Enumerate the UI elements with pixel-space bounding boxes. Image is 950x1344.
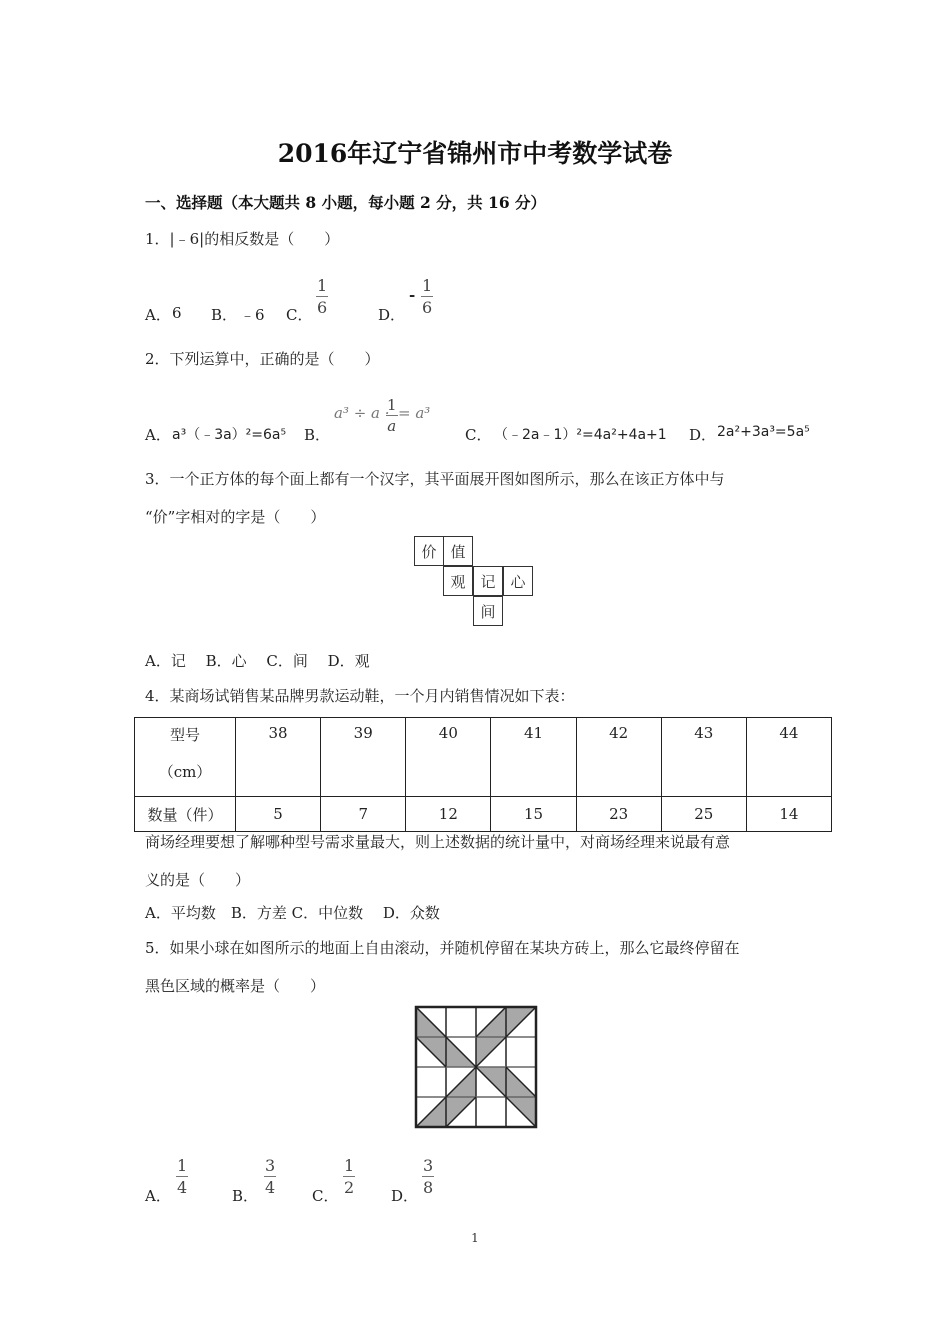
q2-option-c: （﹣2a﹣1）²=4a²+4a+1: [494, 427, 667, 443]
table-cell: 7: [321, 797, 406, 832]
table-header-quantity: 数量（件）: [135, 797, 236, 832]
table-cell: 38: [236, 718, 321, 797]
q2-option-b-left: a³ ÷ a ·: [334, 404, 390, 422]
numerator: 3: [423, 1156, 434, 1175]
q2-option-b-label: B．: [304, 426, 331, 444]
q1-option-c-label: C．: [286, 306, 313, 324]
denominator: 4: [265, 1178, 276, 1197]
table-cell: 39: [321, 718, 406, 797]
header-size-label: 型号: [169, 726, 200, 744]
q1-option-b-label: B．: [211, 306, 238, 324]
table-cell: 42: [576, 718, 661, 797]
net-cell-xin: 心: [503, 566, 533, 596]
table-header-size: [135, 718, 236, 797]
q2-option-b-fraction: [386, 398, 398, 434]
grid-lines: [416, 1007, 536, 1127]
q5-option-c-label: C．: [312, 1187, 339, 1205]
numerator: 1: [177, 1156, 188, 1175]
question-2-stem: 2．下列运算中，正确的是（ ）: [145, 350, 380, 368]
tile-grid-figure: [413, 1004, 539, 1130]
question-1-stem: 1．|﹣6|的相反数是（ ）: [145, 230, 340, 248]
header-size-unit: （cm）: [158, 763, 212, 781]
table-cell: 14: [746, 797, 831, 832]
q2-option-b-right: = a³: [398, 404, 431, 422]
q1-option-d-label: D．: [378, 306, 406, 324]
table-row-sizes: [135, 718, 832, 797]
question-4-followup-line1: 商场经理要想了解哪种型号需求量最大，则上述数据的统计量中，对商场经理来说最有意: [145, 833, 731, 851]
question-3-stem-line1: 3．一个正方体的每个面上都有一个汉字，其平面展开图如图所示，那么在该正方体中与: [145, 470, 725, 488]
q2-option-a-label: A．: [145, 426, 171, 444]
table-cell: 43: [661, 718, 746, 797]
numerator: 3: [265, 1156, 276, 1175]
numerator: 1: [317, 276, 328, 295]
q3-options: A．记 B．心 C．间 D．观: [145, 652, 370, 670]
denominator: 6: [422, 298, 433, 317]
question-4-stem: 4．某商场试销售某品牌男款运动鞋，一个月内销售情况如下表：: [145, 687, 575, 705]
numerator: 1: [387, 396, 397, 414]
q1-option-a: 6: [172, 304, 182, 322]
q2-option-d-label: D．: [689, 426, 717, 444]
net-cell-ji: 记: [473, 566, 503, 596]
q2-option-d: 2a²+3a³=5a⁵: [717, 424, 810, 440]
question-5-stem-line1: 5．如果小球在如图所示的地面上自由滚动，并随机停留在某块方砖上，那么它最终停留在: [145, 939, 740, 957]
question-5-stem-line2: 黑色区域的概率是（ ）: [145, 977, 326, 995]
denominator: a: [387, 417, 397, 435]
q5-option-a-fraction: [176, 1158, 188, 1196]
q5-option-b-fraction: [264, 1158, 276, 1196]
net-cell-jia: 价: [414, 536, 444, 566]
numerator: 1: [422, 276, 433, 295]
table-cell: 44: [746, 718, 831, 797]
denominator: 8: [423, 1178, 434, 1197]
net-cell-guan: 观: [443, 566, 473, 596]
net-cell-zhi: 值: [443, 536, 473, 566]
question-3-stem-line2: “价”字相对的字是（ ）: [145, 508, 326, 526]
numerator: 1: [344, 1156, 355, 1175]
q5-option-d-label: D．: [391, 1187, 419, 1205]
question-4-followup-line2: 义的是（ ）: [145, 871, 251, 889]
table-cell: 5: [236, 797, 321, 832]
q2-option-c-label: C．: [465, 426, 492, 444]
page-number: 1: [471, 1231, 479, 1245]
table-cell: 23: [576, 797, 661, 832]
cube-net-figure: [414, 536, 536, 628]
table-cell: 41: [491, 718, 576, 797]
denominator: 6: [317, 298, 328, 317]
sales-table: [134, 717, 832, 832]
q1-option-c-fraction: [316, 278, 328, 316]
q2-option-a: a³（﹣3a）²=6a⁵: [172, 427, 287, 443]
table-cell: 12: [406, 797, 491, 832]
q1-option-d-fraction: [421, 278, 433, 316]
q5-option-a-label: A．: [145, 1187, 171, 1205]
q5-option-d-fraction: [422, 1158, 434, 1196]
exam-title: 2016年辽宁省锦州市中考数学试卷: [277, 139, 673, 168]
table-cell: 15: [491, 797, 576, 832]
denominator: 4: [177, 1178, 188, 1197]
denominator: 2: [344, 1178, 355, 1197]
table-cell: 40: [406, 718, 491, 797]
q5-option-c-fraction: [343, 1158, 355, 1196]
section-heading: 一、选择题（本大题共 8 小题，每小题 2 分，共 16 分）: [145, 193, 547, 212]
q1-option-b: ﹣6: [240, 306, 265, 324]
q5-option-b-label: B．: [232, 1187, 259, 1205]
q4-options: A．平均数 B．方差 C．中位数 D．众数: [145, 904, 440, 922]
table-row-quantities: [135, 797, 832, 832]
table-cell: 25: [661, 797, 746, 832]
net-cell-jian: 间: [473, 596, 503, 626]
q1-option-a-label: A．: [145, 306, 171, 324]
q1-option-d-sign: -: [409, 286, 416, 304]
